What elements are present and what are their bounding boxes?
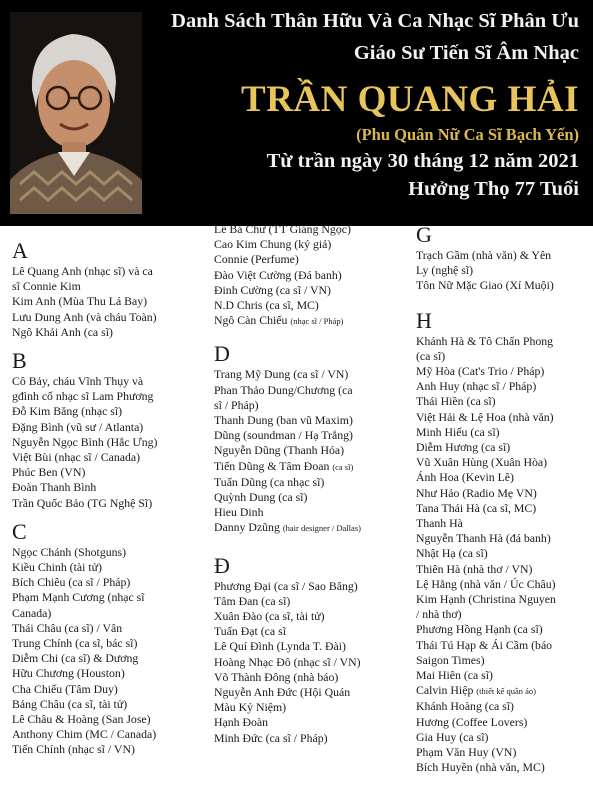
list-item: Đặng Bình (vũ sư / Atlanta): [12, 419, 144, 434]
list-item: Canada): [12, 605, 52, 620]
list-item: Võ Thành Đông (nhà báo): [214, 669, 339, 684]
list-item: Hương (Coffee Lovers): [416, 714, 528, 729]
list-item: Tôn Nữ Mặc Giao (Xí Muội): [416, 278, 554, 293]
entry-note: (hair designer / Dallas): [282, 523, 361, 534]
list-item: Thanh Dung (ban vũ Maxim): [214, 413, 353, 428]
list-item: Phương Hồng Hạnh (ca sĩ): [416, 622, 543, 637]
list-item: Ngô Khải Anh (ca sĩ): [12, 324, 113, 339]
list-item: Connie (Perfume): [214, 252, 299, 267]
section-b: [12, 348, 207, 511]
list-item: Hạnh Đoàn: [214, 715, 269, 730]
list-item: Thiên Hà (nhà thơ / VN): [416, 561, 533, 576]
list-item: Trung Chính (ca sĩ, bác sĩ): [12, 636, 138, 651]
list-item: N.D Chris (ca sĩ, MC): [214, 298, 319, 313]
list-item: Ngọc Chánh (Shotguns): [12, 544, 127, 559]
list-item: Trạch Gầm (nhà văn) & Yên: [416, 248, 552, 262]
list-item: Anh Huy (nhạc sĩ / Pháp): [416, 379, 537, 394]
heading-line1: Danh Sách Thân Hữu Và Ca Nhạc Sĩ Phân Ưu: [171, 10, 579, 32]
list-item: Phúc Ben (VN): [12, 465, 86, 480]
death-date: Từ trần ngày 30 tháng 12 năm 2021: [266, 150, 579, 172]
heading-line2: Giáo Sư Tiến Sĩ Âm Nhạc: [353, 42, 579, 64]
section-dd: [214, 553, 414, 746]
entry-note: (nhạc sĩ / Pháp): [290, 316, 344, 327]
list-item: (ca sĩ): [416, 348, 446, 363]
entry-name: Tiến Dũng & Tâm Đoan: [214, 458, 333, 473]
section-h: [416, 308, 591, 776]
list-item: [416, 683, 591, 699]
section-g: [416, 222, 591, 294]
list-item: Saigon Times): [416, 652, 485, 667]
section-letter: C: [12, 518, 27, 544]
column-2: [214, 222, 414, 754]
list-item: Đoàn Thanh Bình: [12, 480, 97, 495]
age-line: Hưởng Thọ 77 Tuổi: [408, 178, 579, 200]
list-item: Minh Hiếu (ca sĩ): [416, 424, 500, 439]
deceased-name: TRẦN QUANG HẢI: [241, 79, 579, 120]
list-item: Bích Chiêu (ca sĩ / Pháp): [12, 575, 131, 590]
list-item: Phạm Văn Huy (VN): [416, 745, 517, 760]
section-letter: Đ: [214, 552, 230, 578]
list-item: Ánh Hoa (Kevin Lê): [416, 470, 514, 485]
entry-name: Calvin Hiệp: [416, 683, 477, 698]
section-letter: G: [416, 222, 432, 247]
list-item: Việt Bùi (nhạc sĩ / Canada): [12, 450, 141, 465]
list-item: Lê Châu & Hoàng (San Jose): [12, 712, 151, 727]
section-letter: B: [12, 348, 27, 374]
list-item: Trần Quốc Bảo (TG Nghệ Sĩ): [12, 495, 153, 510]
portrait-photo: [10, 12, 142, 214]
list-item: Diễm Chi (ca sĩ) & Dương: [12, 651, 139, 666]
entry-note: (thiết kế quần áo): [476, 686, 537, 697]
column-1: [12, 238, 207, 766]
list-item: Bảng Châu (ca sĩ, tài tử): [12, 696, 128, 711]
list-item: [214, 313, 414, 329]
list-item: Gia Huy (ca sĩ): [416, 729, 489, 744]
list-item: Kim Anh (Mùa Thu Lá Bay): [12, 294, 148, 309]
list-item: Minh Đức (ca sĩ / Pháp): [214, 730, 328, 745]
list-item: Hoàng Nhạc Đô (nhạc sĩ / VN): [214, 654, 361, 669]
list-item: Nguyễn Dũng (Thanh Hóa): [214, 443, 345, 458]
list-item: Kim Hạnh (Christina Nguyen: [416, 592, 556, 607]
list-item: Thái Hiền (ca sĩ): [416, 394, 496, 409]
list-item: Tâm Đan (ca sĩ): [214, 593, 291, 608]
list-item: Dũng (soundman / Hạ Trắng): [214, 428, 353, 443]
list-item: Vũ Xuân Hùng (Xuân Hòa): [416, 455, 548, 470]
list-item: Tana Thái Hà (ca sĩ, MC): [416, 500, 537, 515]
list-item: gđình cố nhạc sĩ Lam Phương: [12, 389, 154, 404]
list-item: [214, 459, 414, 475]
list-item: Tiến Chính (nhạc sĩ / VN): [12, 742, 135, 757]
header-banner: [0, 0, 593, 226]
list-item: sĩ Connie Kim: [12, 279, 81, 294]
entry-note: (ca sĩ): [332, 461, 354, 472]
list-item: Màu Kỷ Niệm): [214, 700, 287, 715]
entry-name: Danny Dzũng: [214, 520, 283, 535]
list-item: Ly (nghệ sĩ): [416, 263, 474, 278]
list-item: Nguyễn Thanh Hà (đá banh): [416, 531, 551, 546]
list-item: Khánh Hà & Tô Chấn Phong: [416, 333, 554, 348]
list-item: Mai Hiên (ca sĩ): [416, 668, 493, 683]
list-item: Trang Mỹ Dung (ca sĩ / VN): [214, 367, 349, 382]
section-letter: H: [416, 307, 432, 333]
list-item: Tuấn Đạt (ca sĩ: [214, 624, 286, 639]
list-item: Lê Quang Anh (nhạc sĩ) và ca: [12, 264, 153, 278]
list-item: Lê Bá Chư (TT Giáng Ngọc): [214, 222, 351, 236]
portrait-image: [10, 12, 142, 214]
list-item: Như Hảo (Radio Mẹ VN): [416, 485, 537, 500]
section-d: [214, 341, 414, 536]
list-item: Đỗ Kim Băng (nhạc sĩ): [12, 404, 123, 419]
list-item: / nhà thơ): [416, 607, 462, 622]
section-a: [12, 238, 207, 340]
list-item: Lê Quí Đình (Lynda T. Đài): [214, 639, 346, 654]
column-3: [416, 222, 591, 784]
section-c-continued: [214, 222, 414, 329]
list-item: Anthony Chim (MC / Canada): [12, 727, 157, 742]
list-item: Bích Huyền (nhà văn, MC): [416, 760, 545, 775]
list-item: Lưu Dung Anh (và cháu Toàn): [12, 309, 157, 324]
list-item: Diễm Hương (ca sĩ): [416, 440, 511, 455]
list-item: Phương Đại (ca sĩ / Sao Băng): [214, 578, 358, 593]
section-letter: D: [214, 341, 230, 367]
list-item: Việt Hải & Lệ Hoa (nhà văn): [416, 409, 554, 424]
list-item: Đinh Cường (ca sĩ / VN): [214, 282, 331, 297]
entry-name: Ngô Càn Chiếu: [214, 313, 291, 328]
spouse-subtitle: (Phu Quân Nữ Ca Sĩ Bạch Yến): [356, 125, 579, 144]
list-item: Thái Châu (ca sĩ) / Vân: [12, 620, 123, 635]
list-item: Cao Kim Chung (ký giả): [214, 237, 332, 252]
list-item: Tuấn Dũng (ca nhạc sĩ): [214, 474, 325, 489]
list-item: Xuân Đào (ca sĩ, tài tử): [214, 609, 325, 624]
list-item: Khánh Hoàng (ca sĩ): [416, 699, 514, 714]
list-item: sĩ / Pháp): [214, 397, 259, 412]
list-item: Mỹ Hòa (Cat's Trio / Pháp): [416, 364, 545, 379]
section-letter: A: [12, 238, 28, 263]
list-item: Cha Chiếu (Tâm Duy): [12, 681, 118, 696]
list-item: Nguyễn Anh Đức (Hội Quán: [214, 685, 351, 700]
list-item: Phan Thảo Dung/Chương (ca: [214, 382, 353, 397]
list-item: Quỳnh Dung (ca sĩ): [214, 490, 308, 505]
list-item: Nguyễn Ngọc Bình (Hắc Ưng): [12, 434, 158, 449]
list-item: Thanh Hà: [416, 516, 463, 531]
list-item: Hữu Chương (Houston): [12, 666, 125, 681]
list-item: Đào Việt Cường (Đá banh): [214, 267, 342, 282]
list-item: Kiều Chinh (tài tử): [12, 560, 102, 575]
list-item: Cô Bảy, cháu Vĩnh Thụy và: [12, 374, 144, 389]
list-item: Phạm Mạnh Cương (nhạc sĩ: [12, 590, 145, 605]
list-item: Nhật Hạ (ca sĩ): [416, 546, 488, 561]
list-item: Thái Tú Hạp & Ái Cầm (báo: [416, 637, 553, 652]
list-item: Hieu Dinh: [214, 505, 264, 520]
section-c: [12, 519, 207, 758]
list-item: [214, 520, 414, 536]
list-item: Lệ Hằng (nhà văn / Úc Châu): [416, 576, 556, 591]
